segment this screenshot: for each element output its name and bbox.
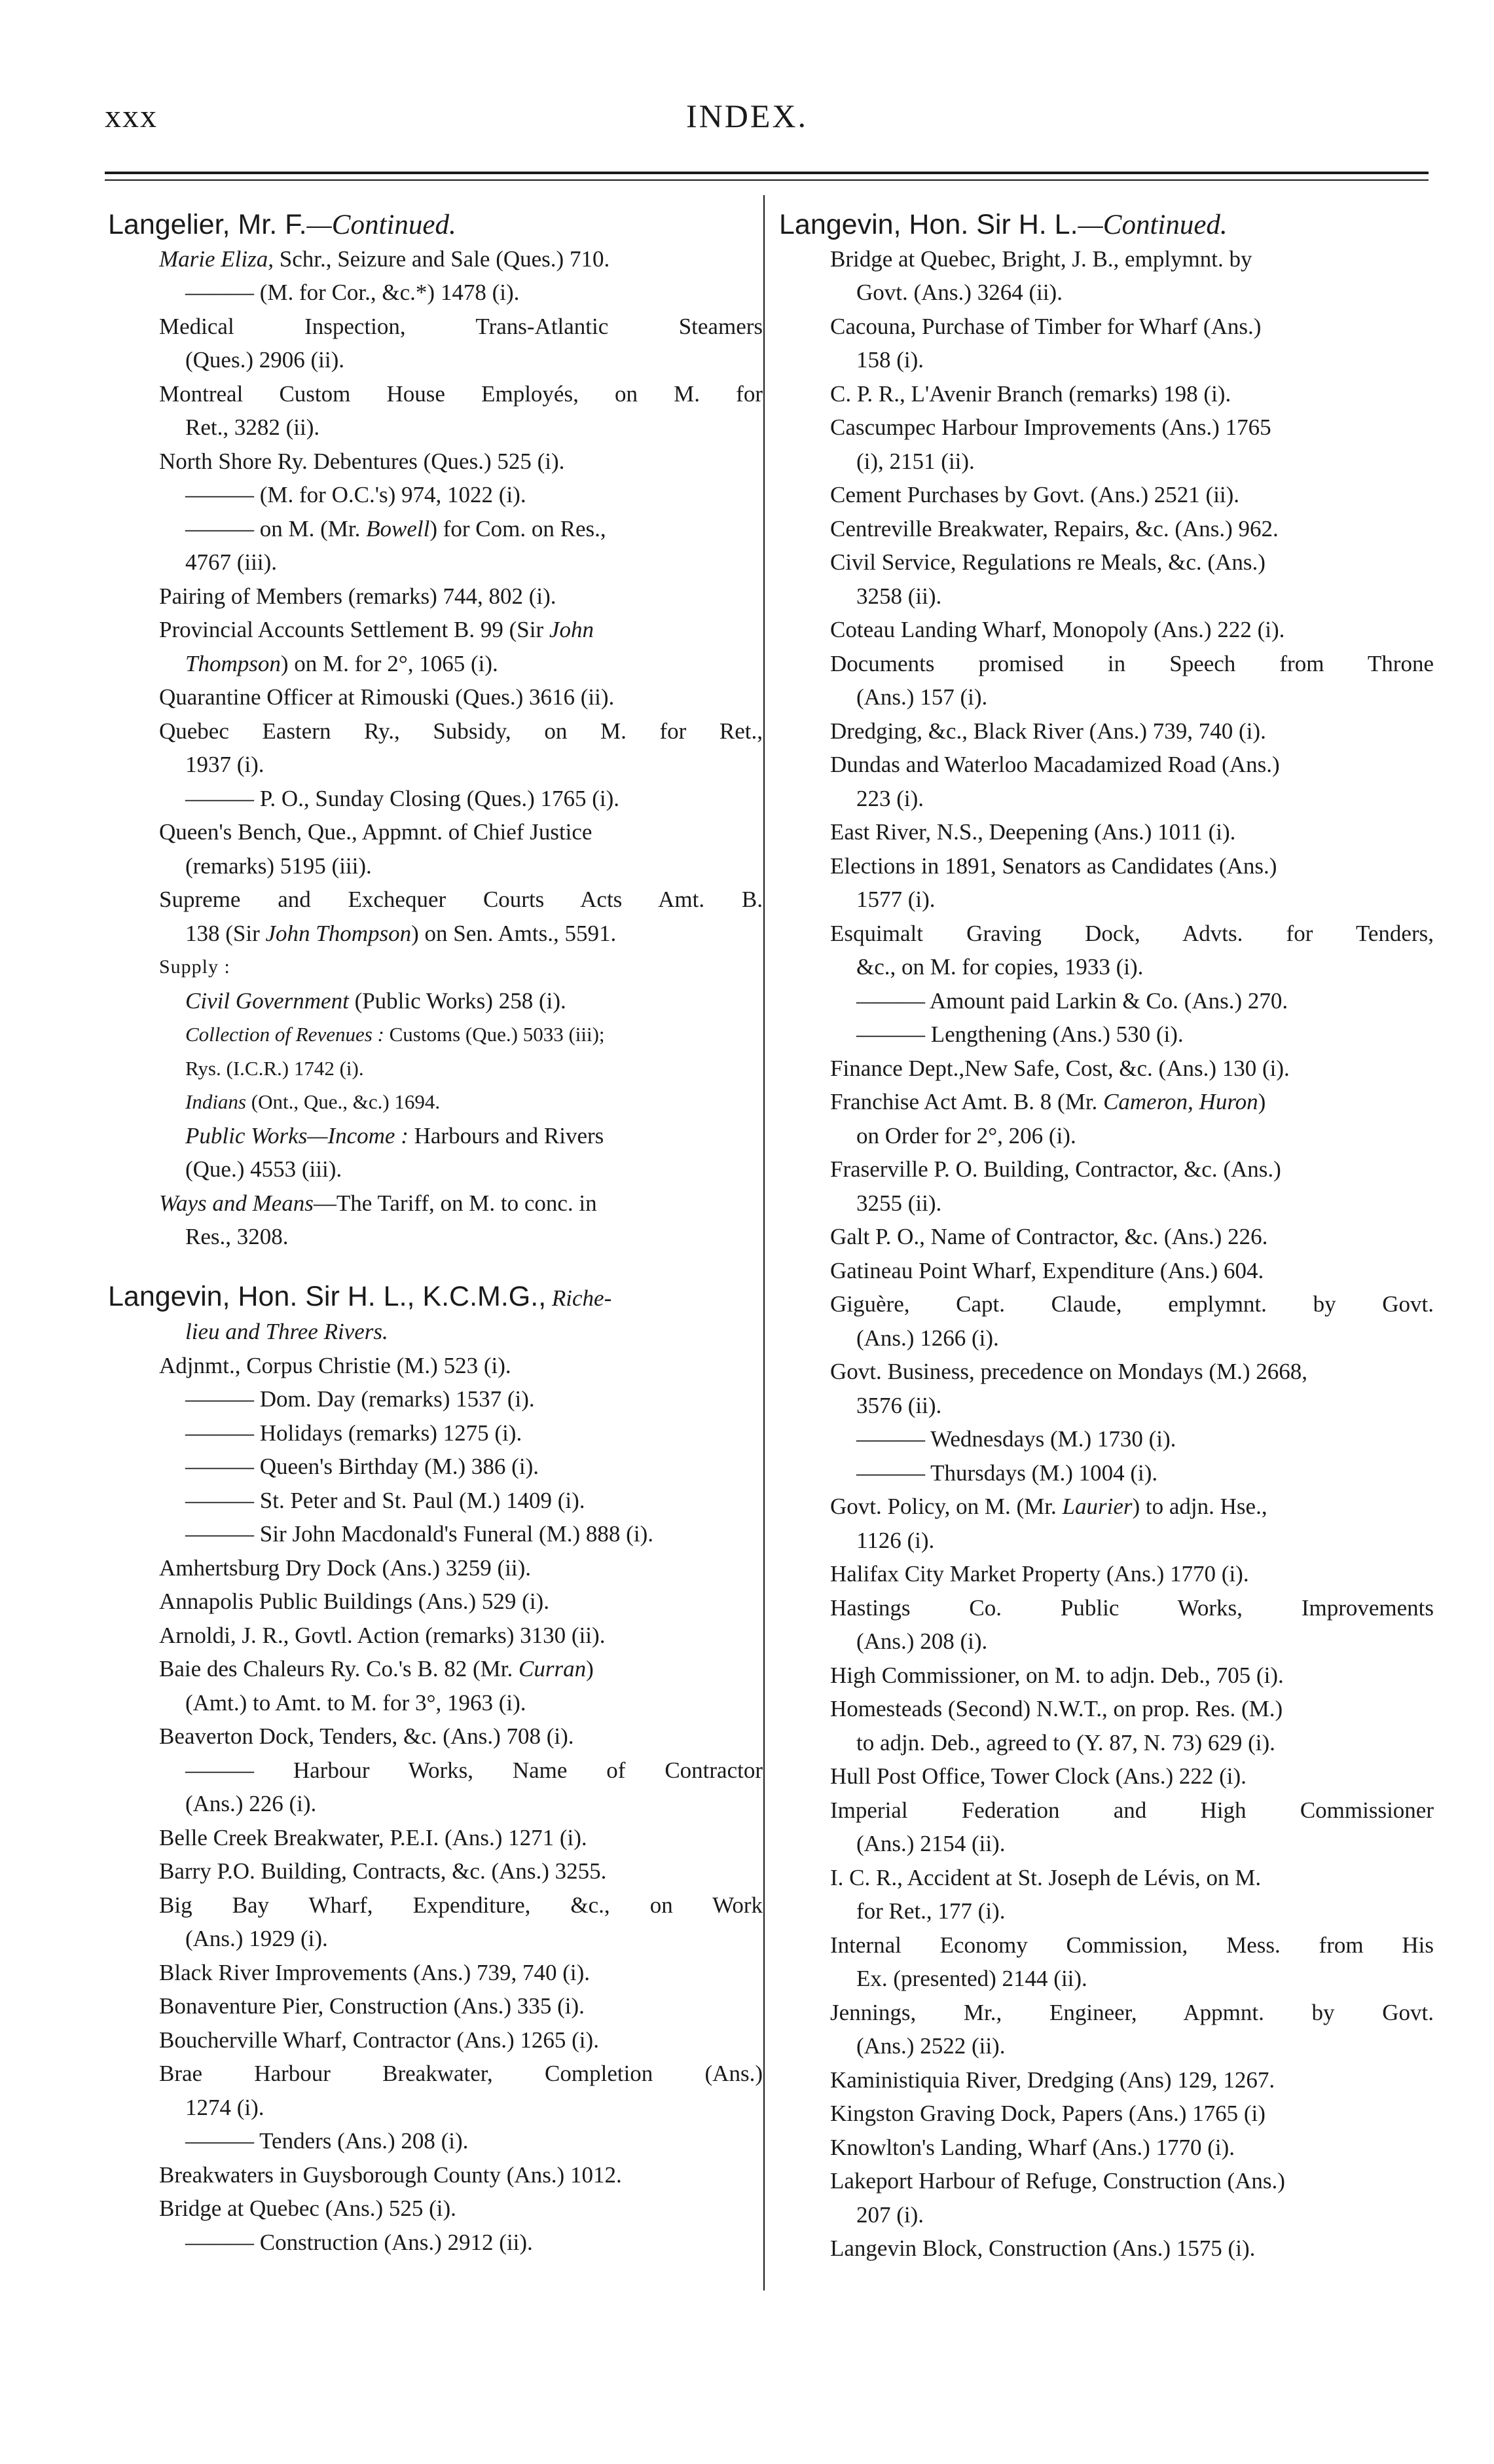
index-entry: Supreme and Exchequer Courts Acts Amt. B. bbox=[159, 887, 763, 912]
index-entry-continuation: Ex. (presented) 2144 (ii). bbox=[856, 1966, 1087, 1991]
index-entry-continuation: 207 (i). bbox=[856, 2201, 924, 2228]
index-subentry: ——— (M. for O.C.'s) 974, 1022 (i). bbox=[185, 482, 526, 507]
index-entry-continuation: (Ans.) 157 (i). bbox=[856, 684, 988, 710]
index-entry: Galt P. O., Name of Contractor, &c. (Ans.) 226. bbox=[830, 1224, 1268, 1249]
index-subentry: ——— Holidays (remarks) 1275 (i). bbox=[185, 1420, 522, 1446]
index-entry-continuation: 223 (i). bbox=[856, 785, 924, 811]
index-entry: Marie Eliza, Schr., Seizure and Sale (Ques.) 710. bbox=[159, 246, 610, 272]
index-entry-continuation: 1274 (i). bbox=[185, 2094, 264, 2120]
index-entry: Finance Dept.,New Safe, Cost, &c. (Ans.) 130 (i). bbox=[830, 1055, 1290, 1081]
index-entry-continuation: (Ans.) 226 (i). bbox=[185, 1791, 317, 1816]
index-subentry: Public Works—Income : Harbours and Rivers bbox=[185, 1122, 604, 1149]
index-subentry: ——— on M. (Mr. Bowell) for Com. on Res., bbox=[185, 515, 606, 542]
index-entry: Cement Purchases by Govt. (Ans.) 2521 (ii). bbox=[830, 482, 1240, 507]
index-entry: Adjnmt., Corpus Christie (M.) 523 (i). bbox=[159, 1352, 511, 1378]
index-entry: Beaverton Dock, Tenders, &c. (Ans.) 708 (i). bbox=[159, 1723, 574, 1749]
index-entry: Gatineau Point Wharf, Expenditure (Ans.) 604. bbox=[830, 1257, 1264, 1283]
index-entry: Civil Service, Regulations re Meals, &c. (Ans.) bbox=[830, 549, 1266, 575]
index-entry-continuation: 3255 (ii). bbox=[856, 1190, 942, 1216]
index-entry: Black River Improvements (Ans.) 739, 740 (i). bbox=[159, 1959, 591, 1985]
index-entry: Medical Inspection, Trans-Atlantic Steamers bbox=[159, 313, 763, 339]
index-entry-continuation: to adjn. Deb., agreed to (Y. 87, N. 73) 629 (i). bbox=[856, 1729, 1275, 1756]
index-entry-continuation: Ret., 3282 (ii). bbox=[185, 414, 320, 440]
index-heading-continuation: lieu and Three Rivers. bbox=[185, 1319, 388, 1344]
index-subentry: ——— (M. for Cor., &c.*) 1478 (i). bbox=[185, 280, 520, 305]
index-entry: Breakwaters in Guysborough County (Ans.) 1012. bbox=[159, 2161, 622, 2188]
index-entry-continuation: (Ans.) 1266 (i). bbox=[856, 1325, 999, 1351]
index-entry: Govt. Business, precedence on Mondays (M.) 2668, bbox=[830, 1359, 1308, 1384]
index-subentry: ——— Lengthening (Ans.) 530 (i). bbox=[856, 1021, 1184, 1047]
index-entry-continuation: (Amt.) to Amt. to M. for 3°, 1963 (i). bbox=[185, 1689, 526, 1716]
index-subentry: ——— St. Peter and St. Paul (M.) 1409 (i). bbox=[185, 1487, 585, 1513]
index-entry-continuation: 3258 (ii). bbox=[856, 583, 942, 609]
index-subentry: Civil Government (Public Works) 258 (i). bbox=[185, 987, 566, 1014]
index-entry: Halifax City Market Property (Ans.) 1770 (i). bbox=[830, 1561, 1249, 1587]
page-number: xxx bbox=[105, 98, 158, 134]
index-entry-continuation: (Ques.) 2906 (ii). bbox=[185, 347, 345, 373]
index-entry: Baie des Chaleurs Ry. Co.'s B. 82 (Mr. Curran) bbox=[159, 1656, 594, 1682]
index-entry: Knowlton's Landing, Wharf (Ans.) 1770 (i). bbox=[830, 2134, 1235, 2160]
index-entry: Quebec Eastern Ry., Subsidy, on M. for Ret., bbox=[159, 718, 763, 744]
index-entry: Elections in 1891, Senators as Candidates (Ans.) bbox=[830, 853, 1277, 879]
index-entry-continuation: Rys. (I.C.R.) 1742 (i). bbox=[185, 1056, 364, 1080]
index-entry-continuation: &c., on M. for copies, 1933 (i). bbox=[856, 954, 1144, 980]
index-entry: Big Bay Wharf, Expenditure, &c., on Work bbox=[159, 1892, 763, 1918]
index-entry-continuation: (i), 2151 (ii). bbox=[856, 448, 975, 474]
index-entry: Ways and Means—The Tariff, on M. to conc. in bbox=[159, 1190, 597, 1216]
index-entry: Kingston Graving Dock, Papers (Ans.) 1765 (i) bbox=[830, 2101, 1266, 2126]
index-entry: Annapolis Public Buildings (Ans.) 529 (i). bbox=[159, 1589, 549, 1614]
supply-label: Supply : bbox=[159, 956, 230, 978]
index-entry: Queen's Bench, Que., Appmnt. of Chief Justice bbox=[159, 819, 592, 845]
index-subentry: ——— Queen's Birthday (M.) 386 (i). bbox=[185, 1454, 539, 1479]
index-entry: Govt. Policy, on M. (Mr. Laurier) to adjn. Hse., bbox=[830, 1494, 1267, 1519]
index-subentry: ——— Wednesdays (M.) 1730 (i). bbox=[856, 1426, 1176, 1452]
index-entry: High Commissioner, on M. to adjn. Deb., 705 (i). bbox=[830, 1662, 1284, 1688]
index-entry-continuation: Res., 3208. bbox=[185, 1224, 289, 1249]
index-entry-continuation: 1577 (i). bbox=[856, 887, 936, 912]
index-subentry: Collection of Revenues : Customs (Que.) 5033 (iii); bbox=[185, 1023, 605, 1046]
index-entry: Arnoldi, J. R., Govtl. Action (remarks) 3130 (ii). bbox=[159, 1622, 606, 1648]
index-entry: Bonaventure Pier, Construction (Ans.) 335 (i). bbox=[159, 1993, 585, 2019]
index-entry: Giguère, Capt. Claude, emplymnt. by Govt. bbox=[830, 1291, 1434, 1317]
page-title: INDEX. bbox=[685, 98, 809, 134]
index-entry: Imperial Federation and High Commissioner bbox=[830, 1797, 1434, 1823]
header-rule-thick bbox=[105, 172, 1429, 174]
index-entry: Brae Harbour Breakwater, Completion (Ans.) bbox=[159, 2061, 763, 2086]
index-entry-continuation: (Que.) 4553 (iii). bbox=[185, 1156, 342, 1182]
index-entry: Franchise Act Amt. B. 8 (Mr. Cameron, Huron) bbox=[830, 1089, 1266, 1114]
index-entry: Barry P.O. Building, Contracts, &c. (Ans.) 3255. bbox=[159, 1858, 607, 1884]
index-entry: Fraserville P. O. Building, Contractor, &c. (Ans.) bbox=[830, 1156, 1281, 1182]
index-entry: Belle Creek Breakwater, P.E.I. (Ans.) 1271 (i). bbox=[159, 1824, 587, 1850]
index-entry: Pairing of Members (remarks) 744, 802 (i). bbox=[159, 583, 556, 609]
index-entry-continuation: 138 (Sir John Thompson) on Sen. Amts., 5591. bbox=[185, 920, 617, 946]
index-subentry: ——— P. O., Sunday Closing (Ques.) 1765 (i). bbox=[185, 785, 620, 811]
index-entry-continuation: for Ret., 177 (i). bbox=[856, 1898, 1006, 1924]
index-heading: Langelier, Mr. F.—Continued. bbox=[108, 209, 456, 240]
index-heading: Langevin, Hon. Sir H. L.—Continued. bbox=[779, 209, 1228, 240]
index-entry: Provincial Accounts Settlement B. 99 (Sir John bbox=[159, 617, 594, 642]
index-entry: Coteau Landing Wharf, Monopoly (Ans.) 222 (i). bbox=[830, 617, 1285, 642]
left-column bbox=[108, 208, 763, 2259]
index-entry: Bridge at Quebec (Ans.) 525 (i). bbox=[159, 2196, 456, 2221]
index-entry: Bridge at Quebec, Bright, J. B., emplymnt. by bbox=[830, 246, 1252, 272]
index-entry: Kaministiquia River, Dredging (Ans) 129, 1267. bbox=[830, 2067, 1275, 2093]
index-entry-continuation: Govt. (Ans.) 3264 (ii). bbox=[856, 280, 1063, 305]
index-entry: Jennings, Mr., Engineer, Appmnt. by Govt. bbox=[830, 1999, 1434, 2025]
index-subentry: ——— Dom. Day (remarks) 1537 (i). bbox=[185, 1386, 535, 1412]
column-divider bbox=[763, 195, 765, 2290]
index-entry-continuation: on Order for 2°, 206 (i). bbox=[856, 1122, 1076, 1149]
index-subentry: ——— Sir John Macdonald's Funeral (M.) 888 (i). bbox=[185, 1521, 653, 1547]
index-entry-continuation: (remarks) 5195 (iii). bbox=[185, 853, 372, 879]
index-entry: Lakeport Harbour of Refuge, Construction (Ans.) bbox=[830, 2168, 1285, 2194]
index-entry: Boucherville Wharf, Contractor (Ans.) 1265 (i). bbox=[159, 2027, 599, 2053]
index-entry-continuation: 1126 (i). bbox=[856, 1527, 935, 1553]
index-entry: Cacouna, Purchase of Timber for Wharf (Ans.) bbox=[830, 313, 1262, 339]
index-entry: Centreville Breakwater, Repairs, &c. (Ans.) 962. bbox=[830, 515, 1279, 542]
index-entry: C. P. R., L'Avenir Branch (remarks) 198 (i). bbox=[830, 380, 1231, 407]
index-entry: Hull Post Office, Tower Clock (Ans.) 222 (i). bbox=[830, 1763, 1247, 1789]
index-entry: Documents promised in Speech from Throne bbox=[830, 650, 1434, 676]
right-column bbox=[779, 208, 1434, 2266]
index-subentry: ——— Construction (Ans.) 2912 (ii). bbox=[185, 2229, 533, 2255]
index-entry: East River, N.S., Deepening (Ans.) 1011 (i). bbox=[830, 819, 1236, 845]
index-entry: Dredging, &c., Black River (Ans.) 739, 740 (i). bbox=[830, 718, 1266, 744]
index-subentry: ——— Amount paid Larkin & Co. (Ans.) 270. bbox=[856, 987, 1288, 1014]
index-entry: Quarantine Officer at Rimouski (Ques.) 3616 (ii). bbox=[159, 684, 615, 710]
index-heading: Langevin, Hon. Sir H. L., K.C.M.G., Riche- bbox=[108, 1280, 612, 1312]
index-subentry: ——— Thursdays (M.) 1004 (i). bbox=[856, 1460, 1158, 1486]
index-subentry: Indians (Ont., Que., &c.) 1694. bbox=[185, 1090, 441, 1113]
index-entry-continuation: (Ans.) 1929 (i). bbox=[185, 1926, 328, 1951]
index-entry: Montreal Custom House Employés, on M. for bbox=[159, 380, 763, 407]
index-entry: Homesteads (Second) N.W.T., on prop. Res. (M.) bbox=[830, 1696, 1283, 1721]
index-entry: Esquimalt Graving Dock, Advts. for Tenders, bbox=[830, 920, 1434, 946]
index-entry: North Shore Ry. Debentures (Ques.) 525 (i). bbox=[159, 448, 565, 474]
index-subentry: ——— Tenders (Ans.) 208 (i). bbox=[185, 2128, 469, 2154]
index-entry: Cascumpec Harbour Improvements (Ans.) 1765 bbox=[830, 414, 1271, 440]
index-entry: Hastings Co. Public Works, Improvements bbox=[830, 1594, 1434, 1621]
index-entry: Langevin Block, Construction (Ans.) 1575 (i). bbox=[830, 2235, 1256, 2261]
index-entry-continuation: Thompson) on M. for 2°, 1065 (i). bbox=[185, 650, 498, 676]
index-entry: Internal Economy Commission, Mess. from His bbox=[830, 1932, 1434, 1958]
index-subentry: ——— Harbour Works, Name of Contractor bbox=[185, 1757, 763, 1783]
index-entry-continuation: (Ans.) 2154 (ii). bbox=[856, 1831, 1006, 1856]
index-entry-continuation: 3576 (ii). bbox=[856, 1392, 942, 1418]
index-entry-continuation: 158 (i). bbox=[856, 347, 924, 373]
index-entry-continuation: 4767 (iii). bbox=[185, 549, 277, 575]
index-entry: I. C. R., Accident at St. Joseph de Lévis, on M. bbox=[830, 1864, 1262, 1890]
index-entry-continuation: (Ans.) 2522 (ii). bbox=[856, 2033, 1006, 2059]
index-entry-continuation: 1937 (i). bbox=[185, 752, 264, 777]
index-entry: Dundas and Waterloo Macadamized Road (Ans.) bbox=[830, 752, 1280, 777]
index-entry: Amhertsburg Dry Dock (Ans.) 3259 (ii). bbox=[159, 1554, 532, 1581]
header-rule-thin bbox=[105, 179, 1429, 181]
index-entry-continuation: (Ans.) 208 (i). bbox=[856, 1628, 988, 1654]
